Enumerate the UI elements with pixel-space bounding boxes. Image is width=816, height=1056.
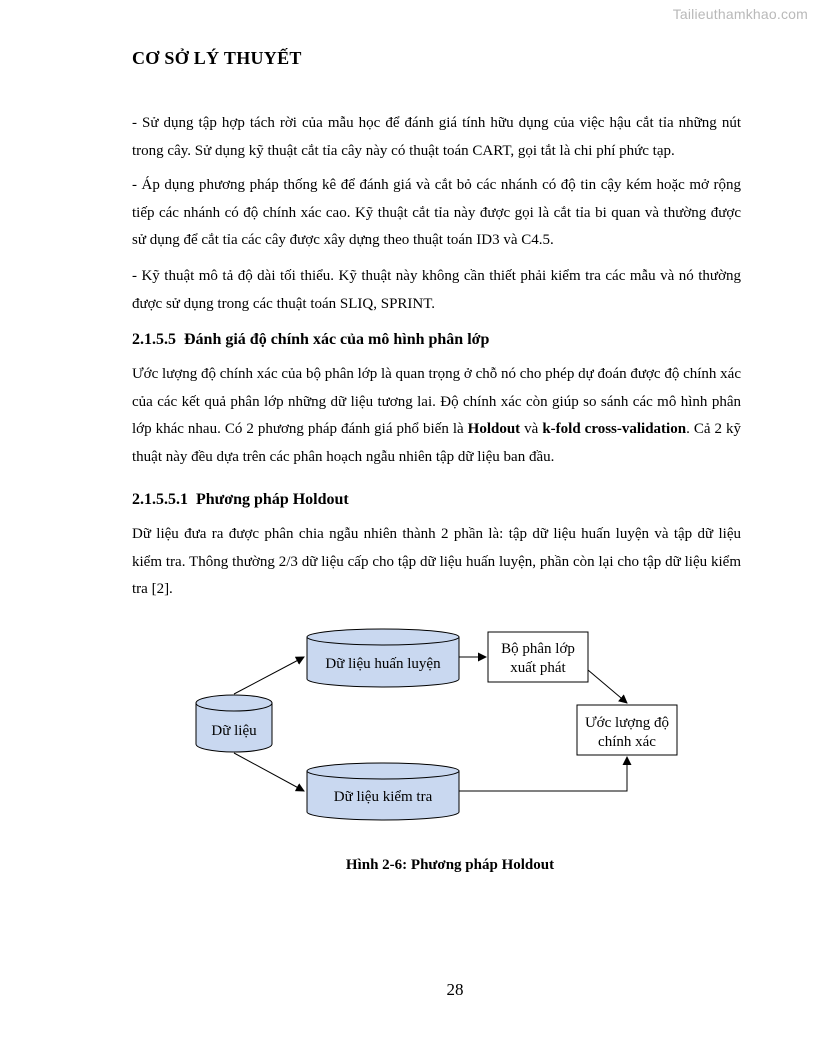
page-number: 28 xyxy=(446,980,464,999)
subsection-number: 2.1.5.5.1 xyxy=(132,491,188,508)
test-label: Dữ liệu kiểm tra xyxy=(333,789,433,805)
subsection-title: Phương pháp Holdout xyxy=(196,491,349,508)
bullet-paragraph-2: - Áp dụng phương pháp thống kê để đánh giá và cắt bỏ các nhánh có độ tin cậy kém hoặc mở rộng tiếp các nhánh có độ chính xác cao. Kỹ thuật cắt tỉa này được gọi là cắt tỉa bi quan và thường được sử dụng để cắt tỉa các cây được xây dựng theo thuật toán ID3 và C4.5. xyxy=(132,177,741,248)
classifier-label-line1: Bộ phân lớp xyxy=(501,641,575,657)
term-kfold: k-fold cross-validation xyxy=(542,421,687,437)
bullet-paragraph-3: - Kỹ thuật mô tả độ dài tối thiểu. Kỹ thuật này không cần thiết phải kiểm tra các mẫu và nó thường được sử dụng trong các thuật toán SLIQ, SPRINT. xyxy=(132,268,741,312)
train-cylinder xyxy=(307,629,459,687)
watermark: Tailieuthamkhao.com xyxy=(672,6,808,22)
train-label: Dữ liệu huấn luyện xyxy=(325,656,441,672)
section-number: 2.1.5.5 xyxy=(132,331,176,348)
arrow-test-to-accuracy xyxy=(459,757,627,791)
classifier-label-line2: xuất phát xyxy=(510,660,566,676)
term-holdout: Holdout xyxy=(467,421,521,437)
paragraph-text-start: Ước lượng độ chính xác của bộ phân lớp là quan trọng ở chỗ nó cho phép dự đoán được độ chính xác của các kết quả phân lớp những dữ liệu tương lai. Độ chính xác còn giúp so sánh các mô hình phân lớp khác nhau. Có 2 phương pháp đánh giá phổ biến là xyxy=(132,366,741,437)
data-label: Dữ liệu xyxy=(211,723,257,739)
data-cylinder xyxy=(196,695,272,752)
bullet-paragraph-1: - Sử dụng tập hợp tách rời của mẫu học để đánh giá tính hữu dụng của việc hậu cắt tỉa những nút trong cây. Sử dụng kỹ thuật cắt tỉa cây này có thuật toán CART, gọi tắt là chi phí phức tạp. xyxy=(132,115,741,159)
section-21551-paragraph: Dữ liệu đưa ra được phân chia ngẫu nhiên thành 2 phần là: tập dữ liệu huấn luyện và tập dữ liệu kiểm tra. Thông thường 2/3 dữ liệu cấp cho tập dữ liệu huấn luyện, phần còn lại cho tập dữ liệu kiểm tra [2]. xyxy=(132,526,741,597)
paragraph-text-and: và xyxy=(520,421,543,437)
accuracy-box xyxy=(577,705,677,755)
arrow-data-to-test xyxy=(234,753,304,791)
arrow-data-to-train xyxy=(234,657,304,694)
accuracy-label-line1: Ước lượng độ xyxy=(585,715,669,731)
accuracy-label-line2: chính xác xyxy=(598,734,656,750)
test-cylinder xyxy=(307,763,459,820)
section-title: Đánh giá độ chính xác của mô hình phân lớp xyxy=(184,331,490,348)
classifier-box xyxy=(488,632,588,682)
chapter-title: CƠ SỞ LÝ THUYẾT xyxy=(132,48,302,68)
arrow-classifier-to-accuracy xyxy=(588,670,627,703)
figure-caption: Hình 2-6: Phương pháp Holdout xyxy=(345,857,555,873)
paragraph-text-end: . Cả 2 kỹ thuật này đều dựa trên các phân hoạch ngẫu nhiên tập dữ liệu ban đầu. xyxy=(132,421,741,465)
